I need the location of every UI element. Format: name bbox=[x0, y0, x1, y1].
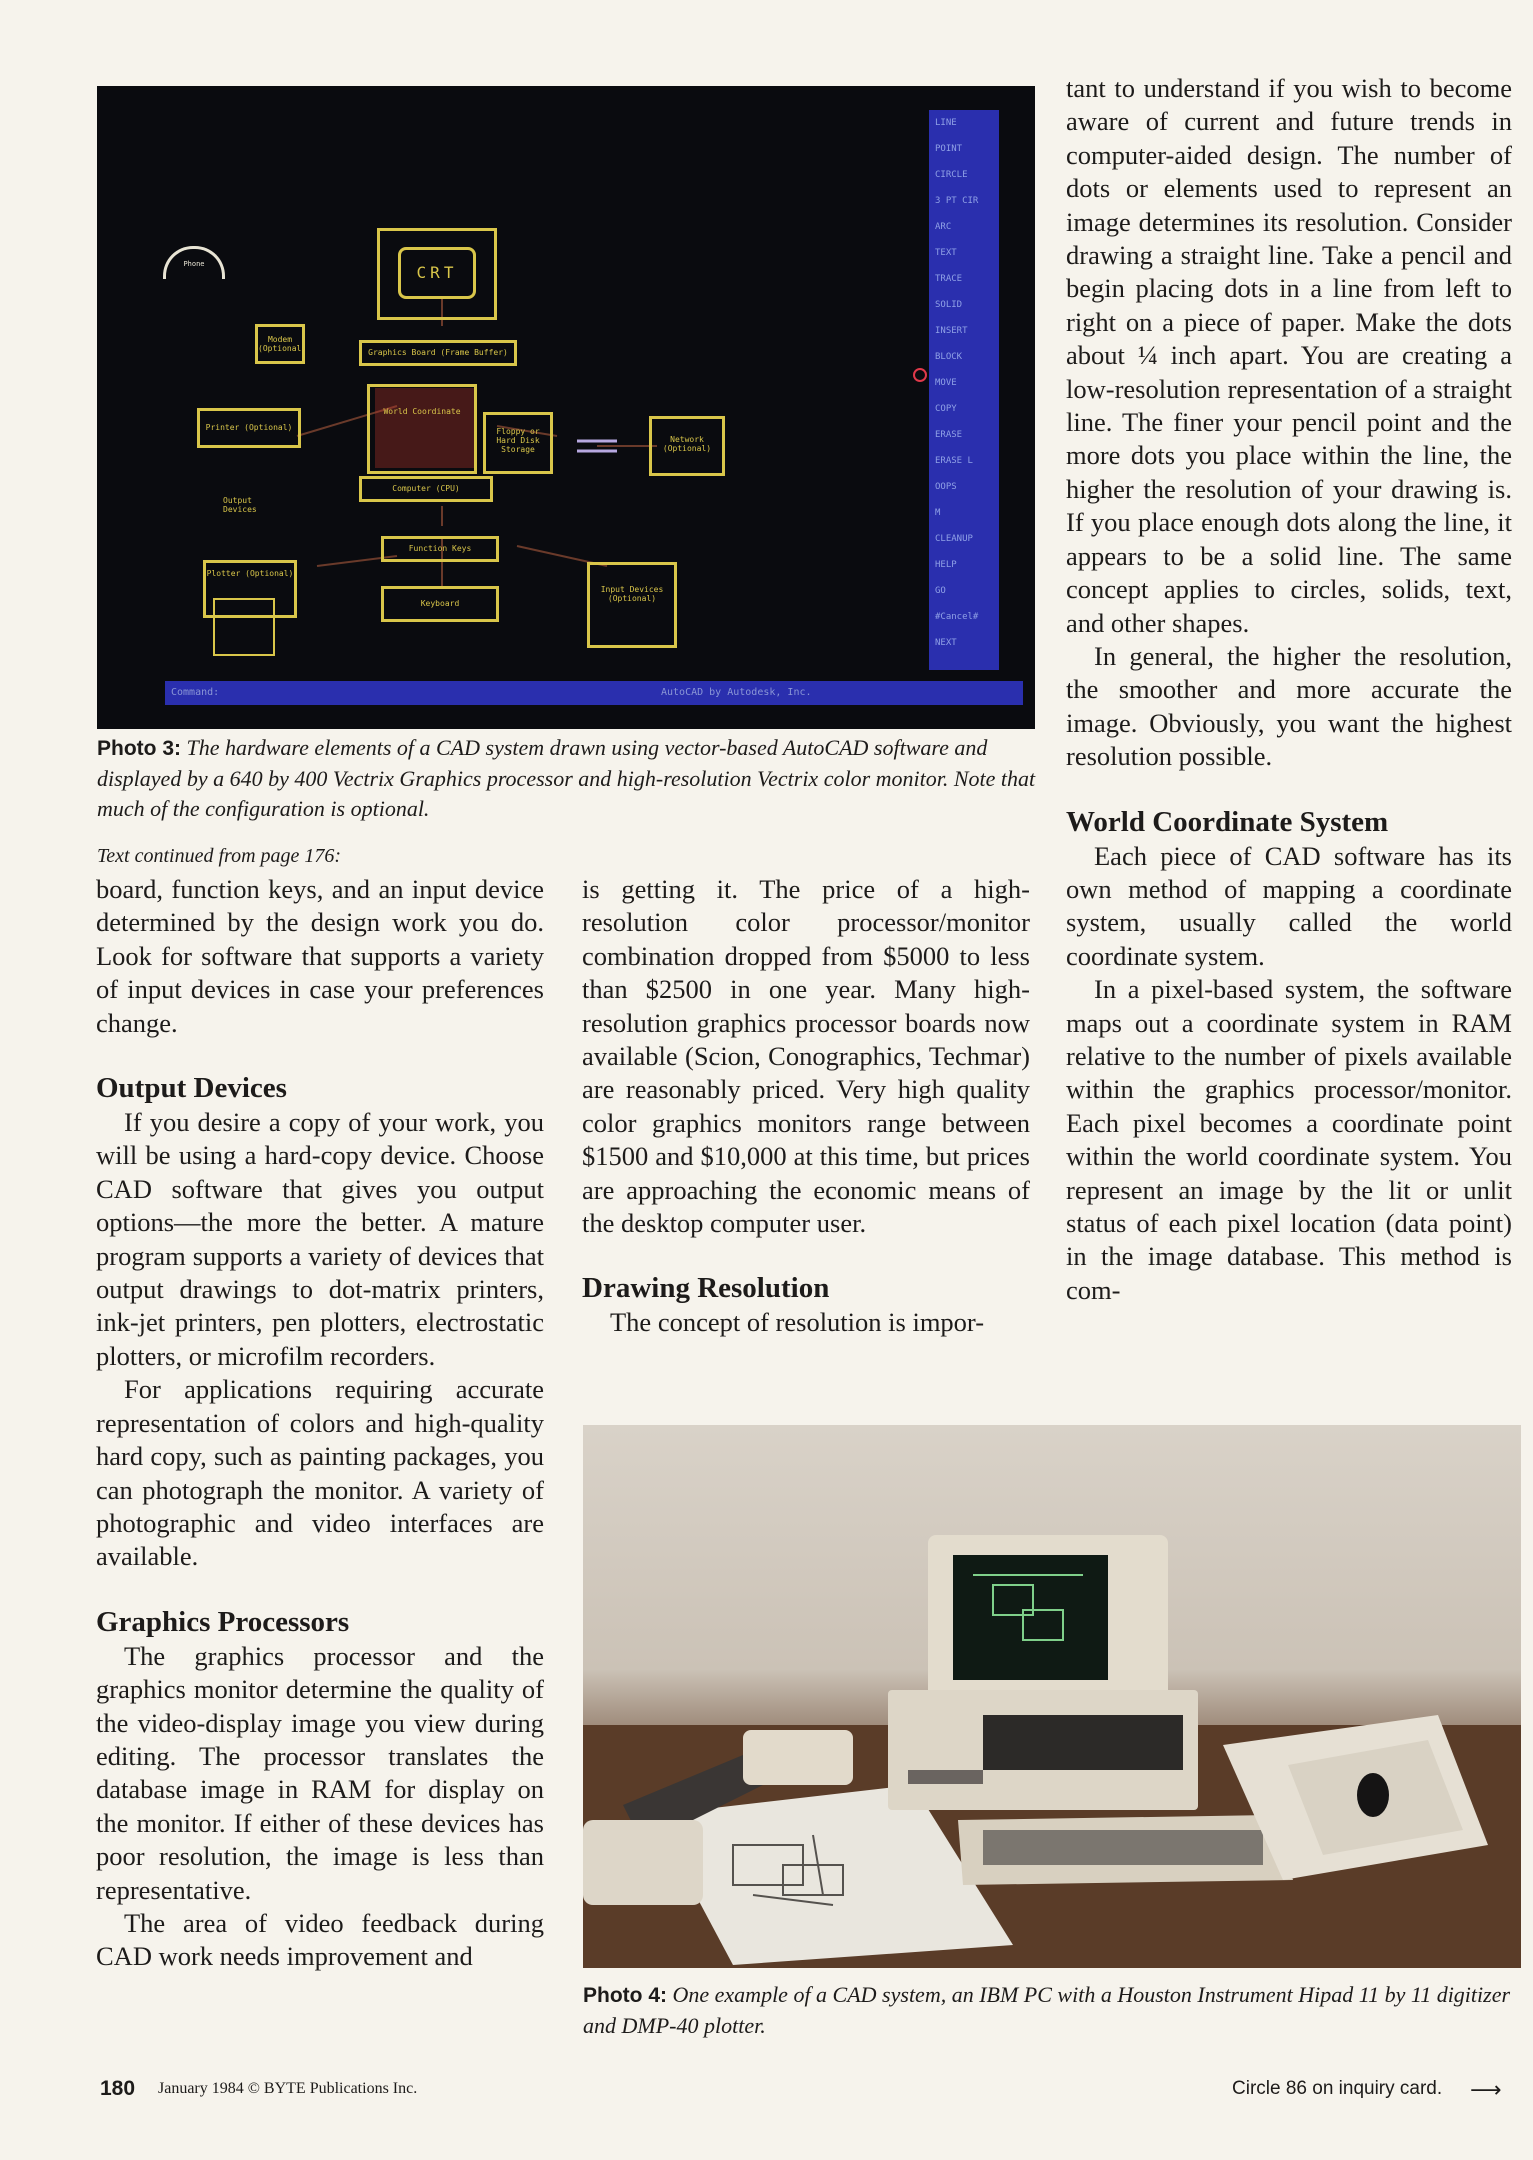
paragraph: is getting it. The price of a high-resolution color processor/monitor combination dropped from $5000 to less than $2500 in one year. Many high-resolution graphics processor boards now available (Scion, Conographics, Techmar) are reasonably priced. Very high quality color graphics monitors range between $1500 and $10,000 at this time, but prices are approaching the economic means of the desktop computer user. bbox=[582, 874, 1030, 1239]
menu-item: INSERT bbox=[935, 326, 968, 336]
menu-item: TRACE bbox=[935, 274, 963, 284]
network-box: Network (Optional) bbox=[649, 416, 725, 476]
paragraph: In a pixel-based system, the software maps out a coordinate system in RAM relative to the number of pixels available within the graphics processor/monitor. Each pixel becomes a coordinate point within the world coordinate system. You represent an image by the lit or unlit status of each pixel location (data point) in the image database. This method is com- bbox=[1066, 974, 1512, 1305]
heading-output-devices: Output Devices bbox=[96, 1072, 287, 1105]
menu-item: SOLID bbox=[935, 300, 963, 310]
crt-label: CRT bbox=[398, 247, 476, 299]
photo-4-illustration bbox=[583, 1425, 1521, 1968]
page-number: 180 bbox=[100, 2077, 136, 2100]
output-devices-label: Output Devices bbox=[223, 496, 257, 514]
plotter-box: Plotter (Optional) bbox=[203, 560, 297, 618]
input-devices-box: Input Devices (Optional) bbox=[587, 562, 677, 648]
menu-item: ERASE bbox=[935, 430, 963, 440]
heading-drawing-resolution: Drawing Resolution bbox=[582, 1272, 830, 1305]
printer-box: Printer (Optional) bbox=[197, 408, 301, 448]
arrow-right-icon: ⟶ bbox=[1470, 2078, 1502, 2103]
menu-item: OOPS bbox=[935, 482, 957, 492]
inquiry-note: Circle 86 on inquiry card. bbox=[1232, 2078, 1443, 2099]
menu-item: COPY bbox=[935, 404, 957, 414]
world-coordinate-box: World Coordinate bbox=[367, 384, 477, 474]
menu-item: HELP bbox=[935, 560, 957, 570]
plotter-paper bbox=[213, 598, 275, 656]
caption-label: Photo 4: bbox=[583, 1984, 667, 2007]
column-3 bbox=[1066, 72, 1512, 1307]
paragraph: The graphics processor and the graphics monitor determine the quality of the video-display image you view during editing. The processor translates the database image in RAM for display on the monitor. If either of these devices has poor resolution, the image is less than representative. bbox=[96, 1640, 544, 1905]
command-label: Command: bbox=[171, 687, 220, 698]
menu-item: TEXT bbox=[935, 248, 957, 258]
issue-line: January 1984 © BYTE Publications Inc. bbox=[158, 2080, 418, 2097]
menu-item: CLEANUP bbox=[935, 534, 973, 544]
continued-note: Text continued from page 176: bbox=[97, 845, 342, 867]
paragraph: In general, the higher the resolution, the smoother and more accurate the image. Obviously, you want the highest resolution possible. bbox=[1066, 640, 1512, 772]
paragraph: The concept of resolution is impor- bbox=[610, 1307, 985, 1338]
menu-item: MOVE bbox=[935, 378, 957, 388]
menu-item: ERASE L bbox=[935, 456, 973, 466]
column-1 bbox=[96, 873, 544, 1974]
heading-graphics-processors: Graphics Processors bbox=[96, 1605, 350, 1638]
column-2 bbox=[582, 873, 1030, 1340]
menu-item: #Cancel# bbox=[935, 612, 979, 622]
caption-text: One example of a CAD system, an IBM PC with a Houston Instrument Hipad 11 by 11 digitizer and DMP-40 plotter. bbox=[583, 1982, 1511, 2038]
caption-label: Photo 3: bbox=[97, 737, 181, 760]
autocad-screen-menu bbox=[929, 110, 999, 670]
paragraph: For applications requiring accurate representation of colors and high-quality hard copy, such as painting packages, you can photograph the monitor. A variety of photographic and video interfaces are available. bbox=[96, 1374, 544, 1572]
modem-box: Modem (Optional) bbox=[255, 324, 305, 364]
paragraph: The area of video feedback during CAD work needs improvement and bbox=[96, 1907, 544, 1972]
cursor-circle-icon bbox=[913, 368, 927, 382]
photo-4-ibm-pc-cad-system bbox=[583, 1425, 1521, 1968]
keyboard-box: Keyboard bbox=[381, 586, 499, 622]
graphics-board-box: Graphics Board (Frame Buffer) bbox=[359, 340, 517, 366]
menu-item: LINE bbox=[935, 118, 957, 128]
heading-world-coordinate-system: World Coordinate System bbox=[1066, 805, 1389, 838]
menu-item: GO bbox=[935, 586, 946, 596]
menu-item: POINT bbox=[935, 144, 963, 154]
autocad-credit: AutoCAD by Autodesk, Inc. bbox=[661, 687, 812, 698]
paragraph: If you desire a copy of your work, you will be using a hard-copy device. Choose CAD software that gives you output options—the more the better. A mature program supports a variety of devices that output drawings to dot-matrix printers, ink-jet printers, pen plotters, electrostatic plotters, or microfilm recorders. bbox=[96, 1107, 544, 1371]
computer-cpu-box: Computer (CPU) bbox=[359, 476, 493, 502]
photo-4-caption bbox=[583, 1980, 1521, 2041]
menu-item: CIRCLE bbox=[935, 170, 968, 180]
menu-item: NEXT bbox=[935, 638, 957, 648]
command-bar bbox=[165, 681, 1023, 705]
function-keys-box: Function Keys bbox=[381, 536, 499, 562]
photo-3-cad-diagram bbox=[97, 86, 1035, 729]
paragraph: Each piece of CAD software has its own method of mapping a coordinate system, usually called the world coordinate system. bbox=[1066, 840, 1512, 971]
menu-item: 3 PT CIR bbox=[935, 196, 979, 206]
paragraph: board, function keys, and an input device determined by the design work you do. Look for software that supports a variety of input devices in case your preferences change. bbox=[96, 874, 544, 1038]
photo-3-caption bbox=[97, 733, 1037, 824]
floppy-storage-box: Floppy or Hard Disk Storage bbox=[483, 412, 553, 474]
menu-item: ARC bbox=[935, 222, 952, 232]
menu-item: M bbox=[935, 508, 941, 518]
menu-item: BLOCK bbox=[935, 352, 963, 362]
caption-text: The hardware elements of a CAD system drawn using vector-based AutoCAD software and displayed by a 640 by 400 Vectrix Graphics processor and high-resolution Vectrix color monitor. Note that much of the configuration is optional. bbox=[97, 735, 1036, 821]
paragraph: tant to understand if you wish to become aware of current and future trends in computer-aided design. The number of dots or elements used to represent an image determines its resolution. Consider drawing a straight line. Take a pencil and begin placing dots in a line from left to right on a piece of paper. Make the dots about ¼ inch apart. You are creating a low-resolution representation of a straight line. The finer your pencil point and the more dots you place within the line, the higher the resolution of your drawing is. If you place enough dots along the line, it appears to be a solid line. The same concept applies to circles, solids, text, and other shapes. bbox=[1066, 73, 1512, 638]
crt-box bbox=[377, 228, 497, 320]
phone-icon: Phone bbox=[163, 246, 225, 279]
